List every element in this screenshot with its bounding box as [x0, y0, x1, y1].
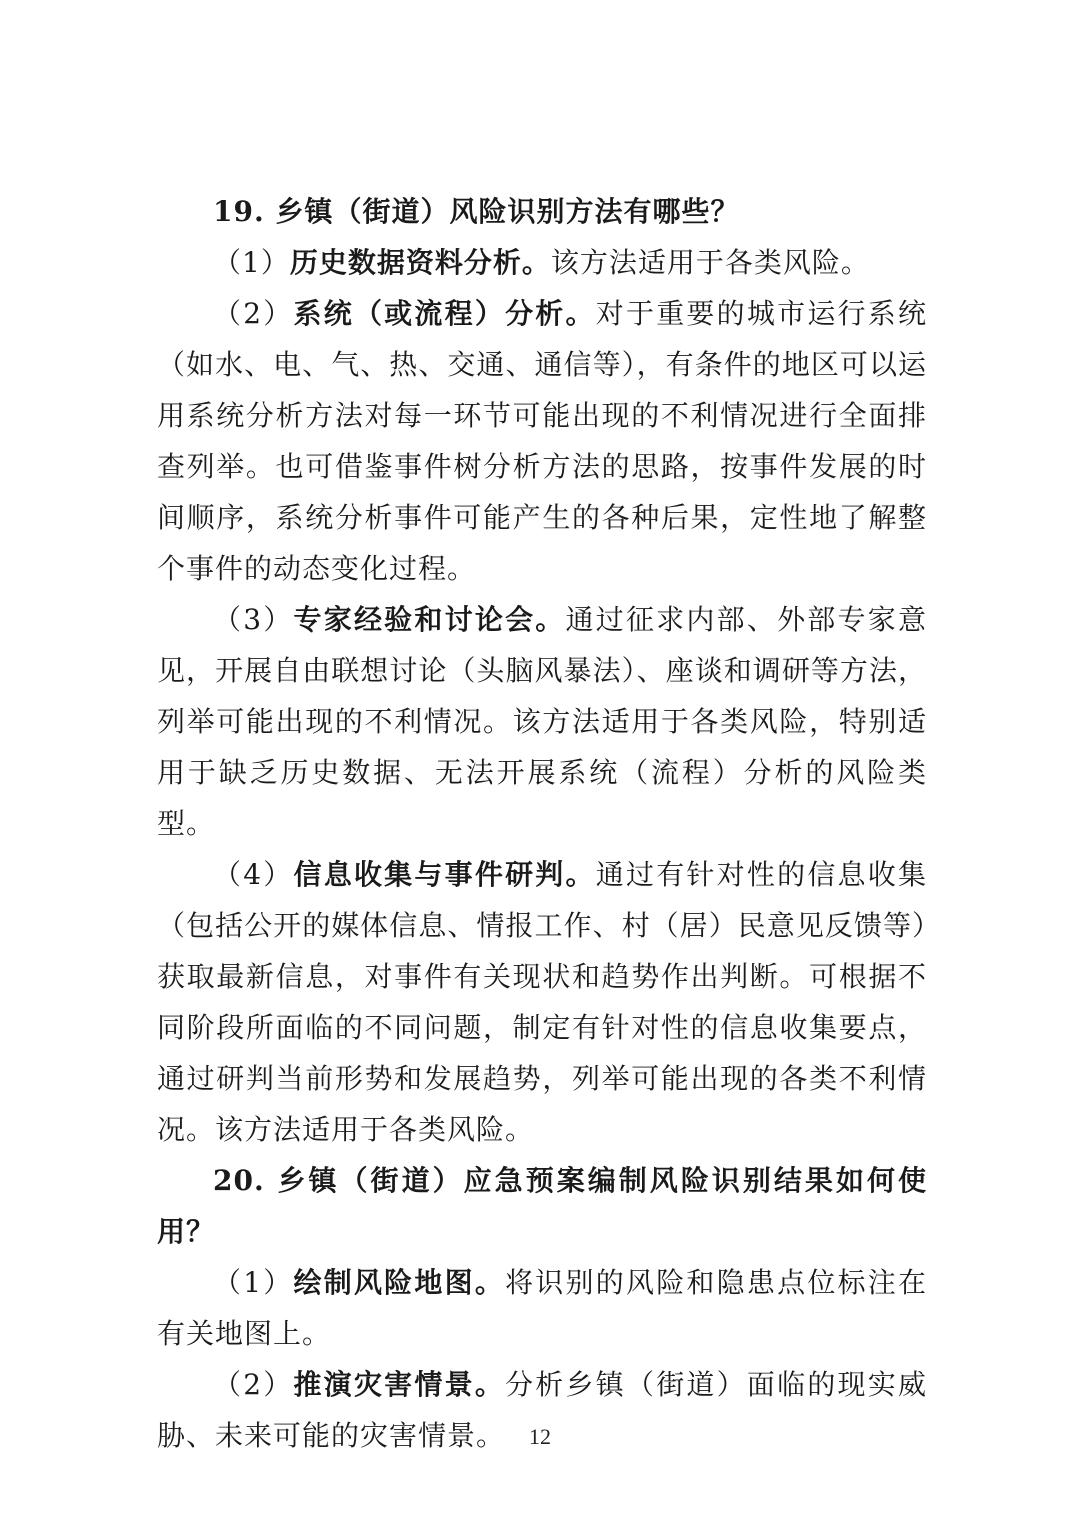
item-number: （1） — [213, 1266, 294, 1299]
item-number: （1） — [213, 246, 290, 279]
item-number: （2） — [213, 297, 294, 330]
item-number: （2） — [213, 1368, 294, 1401]
item-body: 对于重要的城市运行系统（如水、电、气、热、交通、通信等），有条件的地区可以运用系统分析方法对每一环节可能出现的不利情况进行全面排查列举。也可借鉴事件树分析方法的思路，按事件发展的时间顺序，系统分析事件可能产生的各种后果，定性地了解整个事件的动态变化过程。 — [157, 297, 927, 585]
item-title: 系统（或流程）分析。 — [293, 297, 596, 330]
item-title: 历史数据资料分析。 — [289, 246, 551, 279]
section-heading: 19. 乡镇（街道）风险识别方法有哪些？ — [213, 195, 740, 228]
list-item — [157, 849, 927, 1155]
item-body: 通过征求内部、外部专家意见，开展自由联想讨论（头脑风暴法）、座谈和调研等方法，列举可能出现的不利情况。该方法适用于各类风险，特别适用于缺乏历史数据、无法开展系统（流程）分析的风险类型。 — [157, 603, 927, 840]
list-item — [157, 237, 927, 288]
list-item — [157, 288, 927, 594]
list-item — [157, 1257, 927, 1359]
page-content — [157, 186, 927, 1461]
item-number: （4） — [213, 858, 294, 891]
item-title: 专家经验和讨论会。 — [293, 603, 566, 636]
list-item — [157, 594, 927, 849]
item-body: 分析乡镇（街道）面临的现实威胁、未来可能的灾害情景。 — [157, 1368, 927, 1452]
item-title: 推演灾害情景。 — [293, 1368, 506, 1401]
item-body: 该方法适用于各类风险。 — [550, 246, 870, 279]
item-body: 将识别的风险和隐患点位标注在有关地图上。 — [157, 1266, 927, 1350]
item-body: 通过有针对性的信息收集（包括公开的媒体信息、情报工作、村（居）民意见反馈等）获取最新信息，对事件有关现状和趋势作出判断。可根据不同阶段所面临的不同问题，制定有针对性的信息收集要点，通过研判当前形势和发展趋势，列举可能出现的各类不利情况。该方法适用于各类风险。 — [157, 858, 927, 1146]
page-number: 12 — [529, 1424, 551, 1449]
item-title: 绘制风险地图。 — [293, 1266, 506, 1299]
section-heading: 20. 乡镇（街道）应急预案编制风险识别结果如何使用？ — [157, 1164, 927, 1248]
item-number: （3） — [213, 603, 294, 636]
item-title: 信息收集与事件研判。 — [293, 858, 596, 891]
